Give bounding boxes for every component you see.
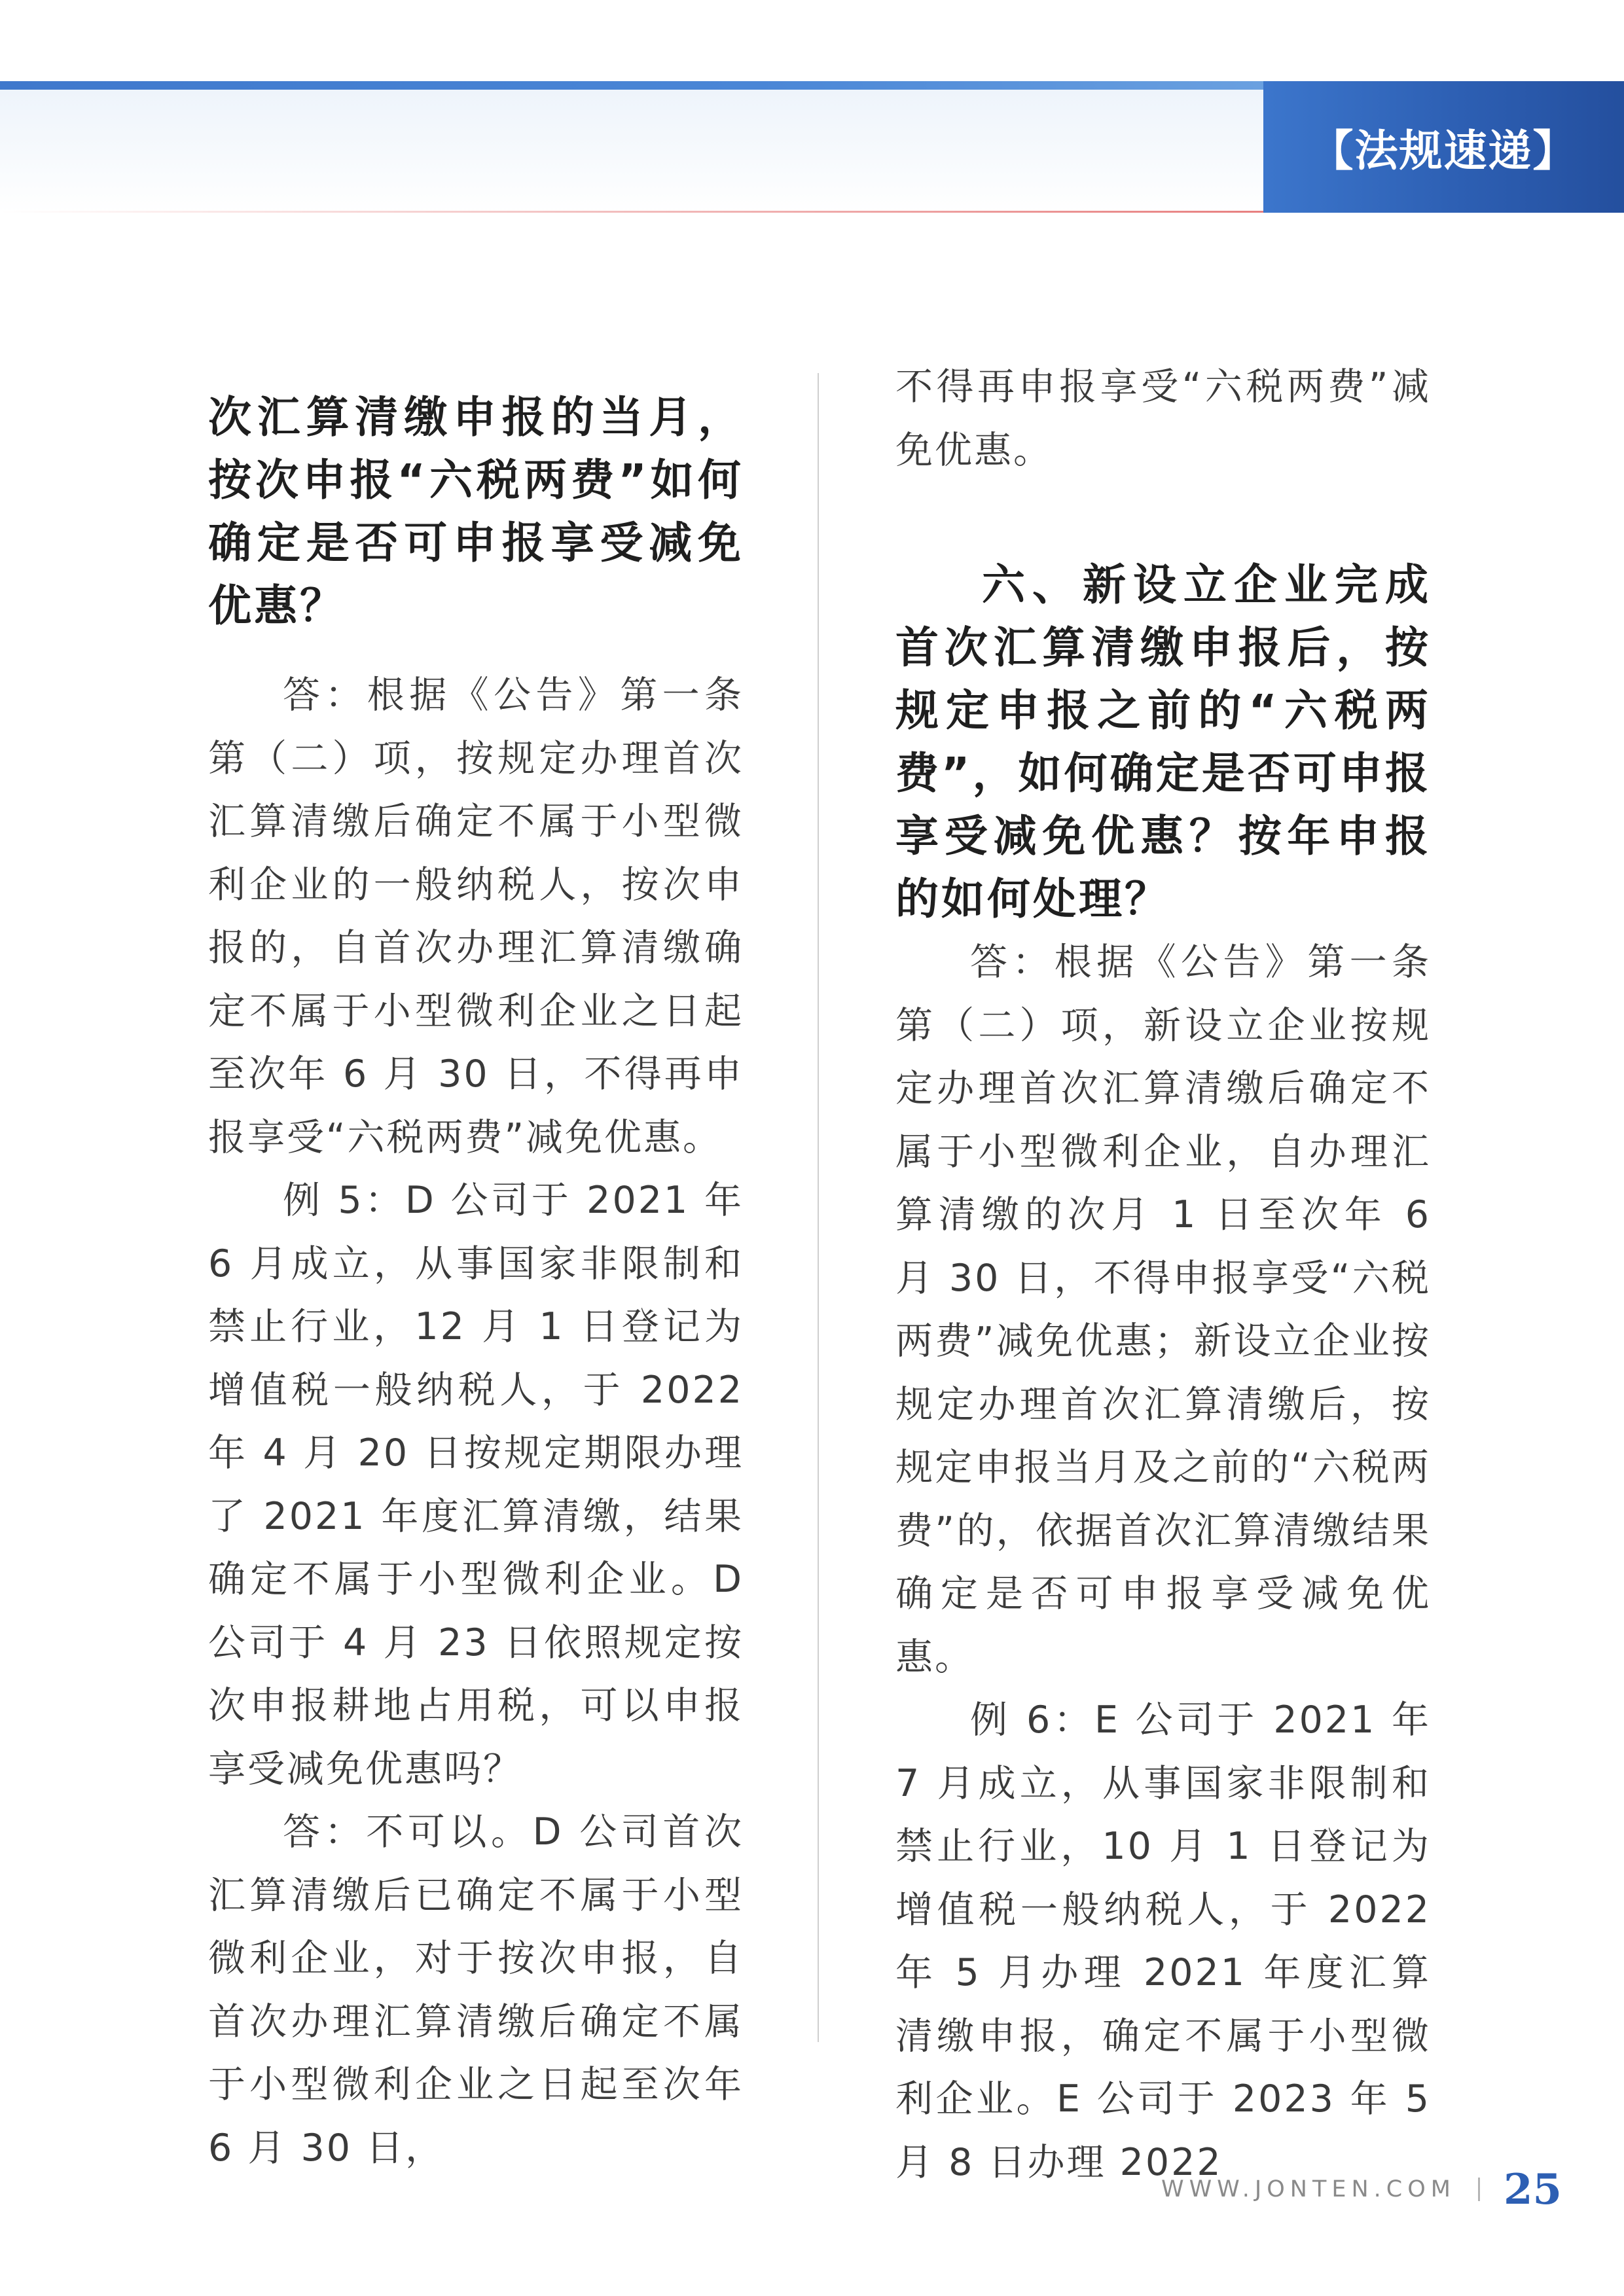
right-example-paragraph: 例 6：E 公司于 2021 年 7 月成立，从事国家非限制和禁止行业，10 月 1 日登记为增值税一般纳税人，于 2022 年 5 月办理 2021 年度汇算清缴申报，确定不属于小型微利企业。E 公司于 2023 年 5 月 8 日办理 2022 xyxy=(895,1698,1431,2184)
website-url[interactable]: WWW.JONTEN.COM xyxy=(1161,2176,1456,2202)
section-tag-label: 【法规速递】 xyxy=(1310,125,1578,176)
section-tag xyxy=(1263,81,1624,213)
page-number: 25 xyxy=(1503,2164,1562,2214)
header-band xyxy=(0,90,1263,213)
page-footer xyxy=(1161,2163,1562,2215)
right-continuation-paragraph: 不得再申报享受“六税两费”减免优惠。 xyxy=(895,365,1431,472)
right-question-heading: 六、新设立企业完成首次汇算清缴申报后，按规定申报之前的“六税两费”，如何确定是否可申报享受减免优惠？按年申报的如何处理？ xyxy=(895,560,1431,924)
right-answer-paragraph: 答：根据《公告》第一条第（二）项，新设立企业按规定办理首次汇算清缴后确定不属于小型微利企业，自办理汇算清缴的次月 1 日至次年 6 月 30 日，不得申报享受“六税两费”减免优惠；新设立企业按规定办理首次汇算清缴后，按规定申报当月及之前的“六税两费”的，依据首次汇算清缴结果确定是否可申报享受减免优惠。 xyxy=(895,941,1431,1679)
left-example-answer-paragraph: 答：不可以。D 公司首次汇算清缴后已确定不属于小型微利企业，对于按次申报，自首次办理汇算清缴后确定不属于小型微利企业之日起至次年 6 月 30 日， xyxy=(208,1810,744,2170)
left-example-paragraph: 例 5：D 公司于 2021 年 6 月成立，从事国家非限制和禁止行业，12 月 1 日登记为增值税一般纳税人，于 2022 年 4 月 20 日按规定期限办理了 2021 年度汇算清缴，结果确定不属于小型微利企业。D 公司于 4 月 23 日依照规定按次申报耕地占用税，可以申报享受减免优惠吗？ xyxy=(208,1179,744,1791)
header-top-rule xyxy=(0,81,1263,90)
column-divider xyxy=(818,373,819,2042)
left-column xyxy=(208,357,744,2179)
left-answer-paragraph: 答：根据《公告》第一条第（二）项，按规定办理首次汇算清缴后确定不属于小型微利企业的一般纳税人，按次申报的，自首次办理汇算清缴确定不属于小型微利企业之日起至次年 6 月 30 日，不得再申报享受“六税两费”减免优惠。 xyxy=(208,673,744,1159)
header-bottom-rule xyxy=(0,211,1263,213)
left-question-heading: 次汇算清缴申报的当月，按次申报“六税两费”如何确定是否可申报享受减免优惠？ xyxy=(208,392,744,631)
right-column xyxy=(895,355,1431,2194)
footer-separator xyxy=(1478,2178,1480,2201)
